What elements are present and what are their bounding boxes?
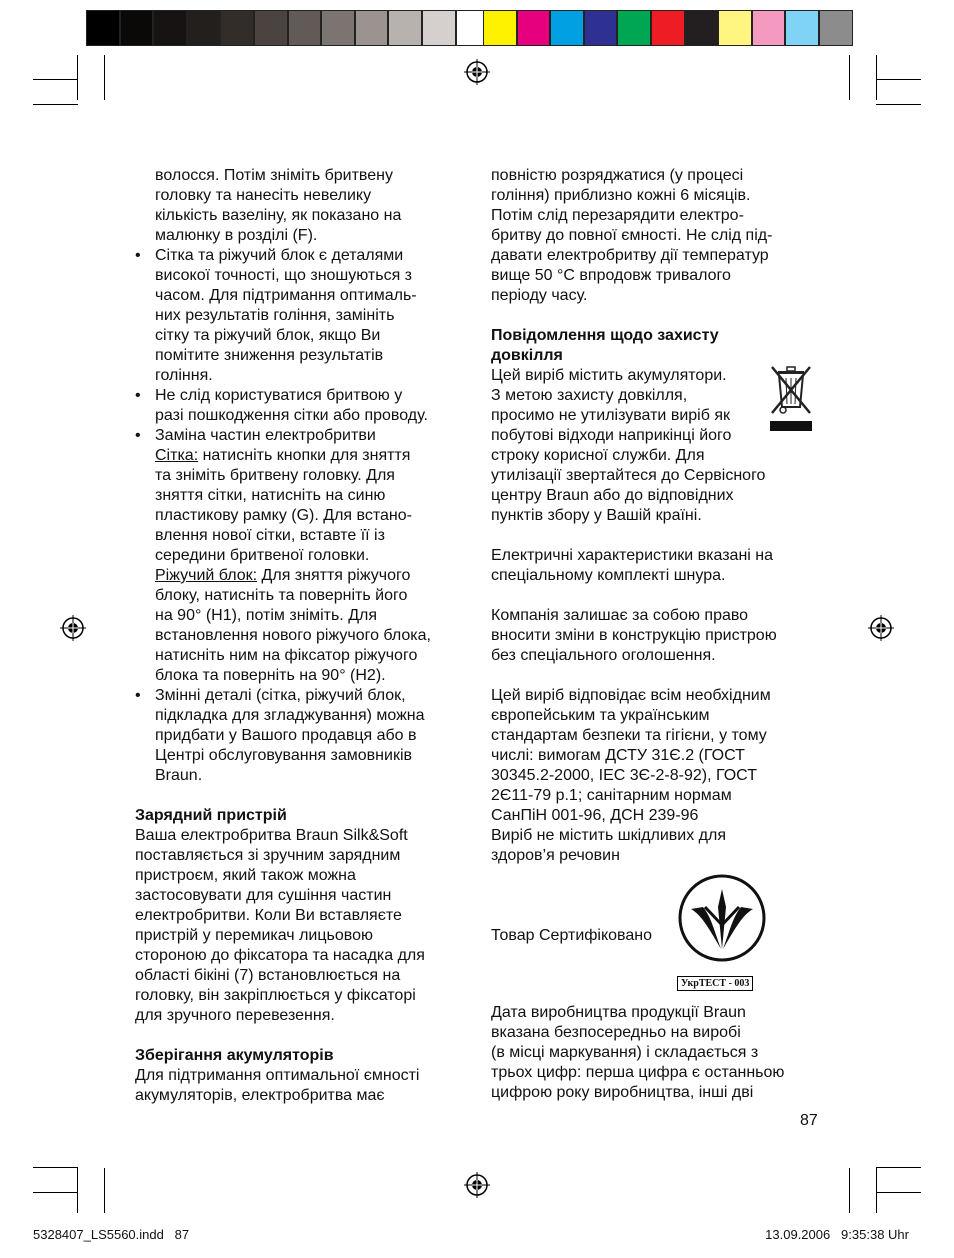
text-line: для зручного перевезення. bbox=[135, 1007, 335, 1024]
color-swatch bbox=[685, 10, 719, 46]
text-line: Електричні характеристики вказані на bbox=[491, 547, 774, 564]
color-swatch bbox=[584, 10, 618, 46]
section-heading: Зарядний пристрій bbox=[135, 807, 287, 824]
text-line: Виріб не містить шкідливих для bbox=[491, 827, 726, 844]
color-swatch bbox=[254, 10, 288, 46]
text-line: Потім слід перезарядити електро- bbox=[491, 207, 744, 224]
text-line: пристроєм, який також можна bbox=[135, 867, 356, 884]
certified-label: Товар Сертифіковано bbox=[491, 927, 652, 944]
text-line: пластикову рамку (G). Для встано- bbox=[155, 507, 412, 524]
color-swatch bbox=[355, 10, 389, 46]
crop-mark bbox=[876, 79, 921, 80]
crop-mark bbox=[33, 79, 78, 80]
text-line: вище 50 °C впродовж тривалого bbox=[491, 267, 731, 284]
text-line: блоку, натисніть та поверніть його bbox=[155, 587, 408, 604]
section-heading: Зберігання акумуляторів bbox=[135, 1047, 334, 1064]
text-line bbox=[155, 566, 470, 586]
text-line: поставляється зі зручним зарядним bbox=[135, 847, 401, 864]
text-line bbox=[155, 446, 470, 466]
text-span: Для зняття ріжучого bbox=[257, 567, 411, 584]
text-line: сітку та ріжучий блок, якщо Ви bbox=[155, 327, 381, 344]
list-item bbox=[135, 426, 470, 686]
crop-mark bbox=[33, 1167, 78, 1168]
text-line: зняття сітки, натисніть на синю bbox=[155, 487, 386, 504]
text-line: строку корисної служби. Для bbox=[491, 447, 705, 464]
right-column bbox=[491, 166, 821, 866]
list-item bbox=[135, 386, 470, 426]
setka-label: Сітка: bbox=[155, 447, 199, 464]
grayscale-calibration-bar bbox=[86, 10, 489, 46]
text-line: числі: вимогам ДСТУ 31Є.2 (ГОСТ bbox=[491, 747, 745, 764]
color-swatch bbox=[220, 10, 254, 46]
text-line: та зніміть бритвену головку. Для bbox=[155, 467, 395, 484]
text-line: натисніть ним на фіксатор ріжучого bbox=[155, 647, 418, 664]
text-line: вносити зміни в конструкцію пристрою bbox=[491, 627, 777, 644]
section-heading: довкілля bbox=[491, 347, 563, 364]
color-swatch bbox=[388, 10, 422, 46]
text-line: часом. Для підтримання оптималь- bbox=[155, 287, 417, 304]
text-line: вказана безпосередньо на виробі bbox=[491, 1024, 741, 1041]
text-line: СанПіН 001-96, ДСН 239-96 bbox=[491, 807, 699, 824]
text-line: головку та нанесіть невелику bbox=[155, 187, 372, 204]
text-line: давати електробритву дії температур bbox=[491, 247, 769, 264]
list-item bbox=[135, 686, 470, 786]
text-line: Braun. bbox=[155, 767, 203, 784]
color-swatch bbox=[187, 10, 221, 46]
text-line: пунктів збору у Вашій країні. bbox=[491, 507, 702, 524]
crop-mark bbox=[876, 55, 877, 100]
bullet-icon: • bbox=[135, 247, 141, 264]
text-line: спеціальному комплекті шнура. bbox=[491, 567, 726, 584]
text-line: стороною до фіксатора та насадка для bbox=[135, 947, 425, 964]
crop-mark bbox=[849, 55, 850, 100]
text-line: акумуляторів, електробритва має bbox=[135, 1087, 385, 1104]
text-line: трьох цифр: перша цифра є останньою bbox=[491, 1064, 785, 1081]
text-line: пристрій у перемикач лицьовою bbox=[135, 927, 373, 944]
text-line: гоління. bbox=[155, 367, 213, 384]
crop-mark bbox=[77, 55, 78, 100]
text-line: просимо не утилізувати виріб як bbox=[491, 407, 730, 424]
color-swatch bbox=[86, 10, 120, 46]
color-swatch bbox=[483, 10, 517, 46]
text-line: цифрою року виробництва, інші дві bbox=[491, 1084, 754, 1101]
crop-mark bbox=[876, 104, 921, 105]
color-swatch bbox=[819, 10, 853, 46]
production-date-text bbox=[491, 1003, 821, 1103]
text-line: помітите зниження результатів bbox=[155, 347, 384, 364]
color-swatch bbox=[785, 10, 819, 46]
left-column bbox=[135, 166, 470, 1106]
text-line: Компанія залишає за собою право bbox=[491, 607, 749, 624]
text-line: З метою захисту довкілля, bbox=[491, 387, 688, 404]
footer-file: 5328407_LS5560.indd 87 bbox=[33, 1227, 190, 1242]
crop-mark bbox=[876, 1192, 921, 1193]
text-line: Дата виробництва продукції Braun bbox=[491, 1004, 746, 1021]
text-line: підкладка для згладжування) можна bbox=[155, 707, 425, 724]
crop-mark bbox=[876, 1167, 921, 1168]
color-swatch bbox=[288, 10, 322, 46]
registration-mark-icon bbox=[868, 615, 894, 641]
text-line: застосовувати для сушіння частин bbox=[135, 887, 392, 904]
page-number: 87 bbox=[800, 1112, 818, 1129]
text-line: встановлення нового ріжучого блока, bbox=[155, 627, 431, 644]
text-line: Не слід користуватися бритвою у bbox=[155, 387, 403, 404]
color-swatch bbox=[617, 10, 651, 46]
color-swatch bbox=[422, 10, 456, 46]
color-swatch bbox=[550, 10, 584, 46]
text-line: середини бритвеної головки. bbox=[155, 547, 370, 564]
registration-mark-icon bbox=[464, 59, 490, 85]
registration-mark-icon bbox=[60, 615, 86, 641]
text-line: бритву до повної ємності. Не слід під- bbox=[491, 227, 773, 244]
color-swatch bbox=[752, 10, 786, 46]
text-line: них результатів гоління, замініть bbox=[155, 307, 395, 324]
crop-mark bbox=[104, 1168, 105, 1213]
text-line: влення нової сітки, вставте її із bbox=[155, 527, 385, 544]
text-line: європейським та українським bbox=[491, 707, 710, 724]
text-line: Центрі обслуговування замовників bbox=[155, 747, 413, 764]
text-line: головку, він закріплюється у фіксаторі bbox=[135, 987, 416, 1004]
color-swatch bbox=[651, 10, 685, 46]
text-line: (в місці маркування) і складається з bbox=[491, 1044, 759, 1061]
crop-mark bbox=[104, 55, 105, 100]
text-line: разі пошкодження сітки або проводу. bbox=[155, 407, 428, 424]
text-line: малюнку в розділі (F). bbox=[155, 227, 318, 244]
color-swatch bbox=[321, 10, 355, 46]
text-line: на 90° (H1), потім зніміть. Для bbox=[155, 607, 378, 624]
cutter-block-label: Ріжучий блок: bbox=[155, 567, 258, 584]
text-line: періоду часу. bbox=[491, 287, 588, 304]
text-line: високої точності, що зношуються з bbox=[155, 267, 413, 284]
crop-mark bbox=[33, 104, 78, 105]
text-line: центру Braun або до відповідних bbox=[491, 487, 734, 504]
certification-code: УкрТЕСТ - 003 bbox=[677, 976, 753, 991]
crop-mark bbox=[849, 1168, 850, 1213]
text-line: побутові відходи наприкінці його bbox=[491, 427, 732, 444]
text-line: Заміна частин електробритви bbox=[155, 427, 376, 444]
crop-mark bbox=[33, 1192, 78, 1193]
text-span: натисніть кнопки для зняття bbox=[198, 447, 411, 464]
color-swatch bbox=[718, 10, 752, 46]
crossed-out-bin-icon bbox=[768, 363, 814, 435]
bullet-icon: • bbox=[135, 687, 141, 704]
text-line: області бікіні (7) встановлюється на bbox=[135, 967, 401, 984]
text-line: Змінні деталі (сітка, ріжучий блок, bbox=[155, 687, 406, 704]
text-line: 30345.2-2000, IEC 3Є-2-8-92), ГОСТ bbox=[491, 767, 757, 784]
text-line: Сітка та ріжучий блок є деталями bbox=[155, 247, 404, 264]
color-calibration-bar bbox=[483, 10, 853, 46]
text-line: Цей виріб містить акумулятори. bbox=[491, 367, 727, 384]
color-swatch bbox=[153, 10, 187, 46]
registration-mark-icon bbox=[464, 1172, 490, 1198]
text-line: повністю розряджатися (у процесі bbox=[491, 167, 744, 184]
bullet-icon: • bbox=[135, 387, 141, 404]
color-swatch bbox=[517, 10, 551, 46]
ukrtest-certification-icon bbox=[677, 873, 767, 963]
crop-mark bbox=[876, 1168, 877, 1213]
text-line: електробритви. Коли Ви вставляєте bbox=[135, 907, 402, 924]
text-line: волосся. Потім зніміть бритвену bbox=[155, 167, 393, 184]
text-line: блока та поверніть на 90° (H2). bbox=[155, 667, 386, 684]
text-line: здоров’я речовин bbox=[491, 847, 620, 864]
text-line: Ваша електробритва Braun Silk&Soft bbox=[135, 827, 408, 844]
crop-mark bbox=[77, 1168, 78, 1213]
text-line: придбати у Вашого продавця або в bbox=[155, 727, 417, 744]
text-line: гоління) приблизно кожні 6 місяців. bbox=[491, 187, 751, 204]
text-line: стандартам безпеки та гігієни, у тому bbox=[491, 727, 767, 744]
list-item bbox=[135, 246, 470, 386]
color-swatch bbox=[120, 10, 154, 46]
text-line: 2Є11-79 р.1; санітарним нормам bbox=[491, 787, 732, 804]
text-line: Для підтримання оптимальної ємності bbox=[135, 1067, 420, 1084]
text-line: Цей виріб відповідає всім необхідним bbox=[491, 687, 771, 704]
section-heading: Повідомлення щодо захисту bbox=[491, 327, 719, 344]
text-line: без спеціального оголошення. bbox=[491, 647, 716, 664]
bullet-icon: • bbox=[135, 427, 141, 444]
text-line: кількість вазеліну, як показано на bbox=[155, 207, 402, 224]
text-line: утилізації звертайтеся до Сервісного bbox=[491, 467, 766, 484]
footer-timestamp: 13.09.2006 9:35:38 Uhr bbox=[765, 1227, 909, 1242]
